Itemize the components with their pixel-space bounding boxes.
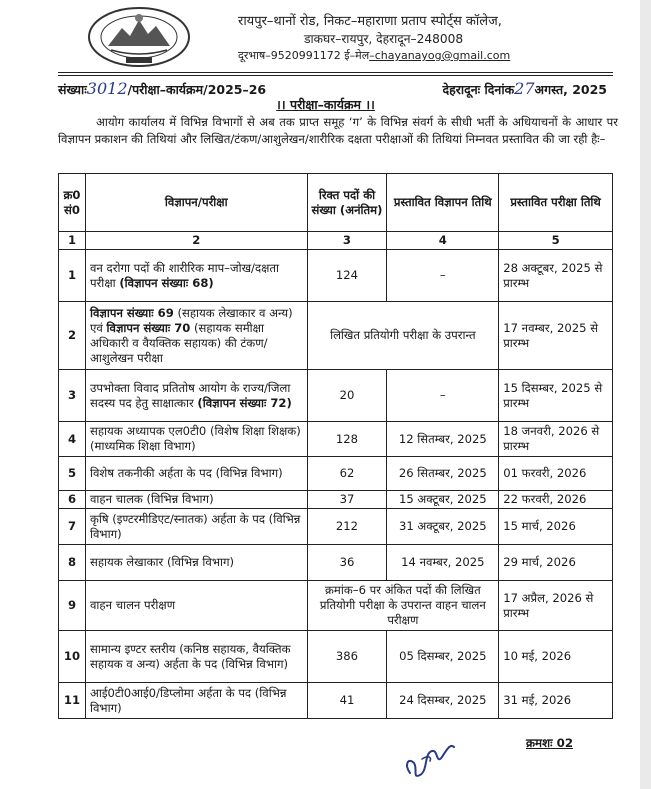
- exam-date: 31 मई, 2026: [499, 683, 613, 719]
- vacancy-count: 124: [307, 250, 387, 302]
- adv-date: –: [387, 370, 499, 422]
- reference-suffix: /परीक्षा–कार्यक्रम/2025–26: [127, 82, 267, 97]
- vacancy-count: 20: [307, 370, 387, 422]
- merged-note: क्रमांक–6 पर अंकित पदों की लिखित प्रतियोगी परीक्षा के उपरान्त वाहन चालन परीक्षण: [307, 581, 499, 631]
- intro-text: आयोग कार्यालय में विभिन्न विभागों से अब तक प्राप्त समूह ‘ग’ के विभिन्न संवर्ग के सीधी भर्ती के अधियाचनों के आधार पर विज्ञापन प्रकाशन की तिथियां और लिखित/टंकण/आशुलेखन/शारीरिक दक्षता परीक्षाओं की तिथियां निम्नवत प्रस्तावित की जा रही हैः–: [58, 115, 618, 146]
- table-row: [59, 422, 613, 457]
- advertisement-cell: सहायक अध्यापक एल0टी0 (विशेष शिक्षा शिक्षक) (माध्यमिक शिक्षा विभाग): [85, 422, 307, 457]
- vacancy-count: 128: [307, 422, 387, 457]
- col-number: 5: [499, 232, 613, 250]
- adv-date: 26 सितम्बर, 2025: [387, 457, 499, 491]
- adv-date: 14 नवम्बर, 2025: [387, 545, 499, 581]
- serial-number: 10: [59, 631, 86, 683]
- date-suffix: अगस्त, 2025: [534, 82, 607, 97]
- advertisement-cell: [85, 370, 307, 422]
- col-number: 1: [59, 232, 86, 250]
- header-exam-date: प्रस्तावित परीक्षा तिथि: [499, 174, 613, 232]
- column-number-row: [59, 232, 613, 250]
- serial-number: 8: [59, 545, 86, 581]
- adv-date: 15 अक्टूबर, 2025: [387, 491, 499, 509]
- advertisement-cell: वाहन चालक (विभिन्न विभाग): [85, 491, 307, 509]
- exam-date: 18 जनवरी, 2026 से प्रारम्भ: [499, 422, 613, 457]
- date-prefix: देहरादूनः दिनांक: [442, 82, 515, 97]
- reference-prefix: संख्याः: [58, 82, 87, 97]
- address-line-2: डाकघर–रायपुर, देहरादून–248008: [304, 32, 464, 46]
- exam-date: 22 फरवरी, 2026: [499, 491, 613, 509]
- advertisement-cell: कृषि (इण्टरमीडिएट/स्नातक) अर्हता के पद (विभिन्न विभाग): [85, 509, 307, 545]
- table-row: [59, 370, 613, 422]
- header-advertisement: विज्ञापन/परीक्षा: [85, 174, 307, 232]
- header-serial: क्र0 सं0: [59, 174, 86, 232]
- advertisement-cell: [85, 302, 307, 370]
- email-label: ई–मेल: [344, 49, 370, 62]
- exam-schedule-table: [58, 173, 613, 719]
- advertisement-cell: विशेष तकनीकी अर्हता के पद (विभिन्न विभाग): [85, 457, 307, 491]
- exam-date: 17 अप्रैल, 2026 से प्रारम्भ: [499, 581, 613, 631]
- exam-date: 17 नवम्बर, 2025 से प्रारम्भ: [499, 302, 613, 370]
- serial-number: 3: [59, 370, 86, 422]
- adv-date: –: [387, 250, 499, 302]
- contact-line: [238, 48, 510, 63]
- advertisement-text: वन दरोगा पदों की शारीरिक माप–जोख/दक्षता परीक्षा: [89, 260, 280, 290]
- advertisement-text: (सहायक लेखाकार व अन्य) एवं: [89, 305, 293, 335]
- header-divider: [58, 72, 613, 73]
- vacancy-count: 62: [307, 457, 387, 491]
- address-line-1: रायपुर–थानों रोड, निकट–महाराणा प्रताप स्पोर्ट्स कॉलेज,: [238, 14, 502, 29]
- header-adv-date: प्रस्तावित विज्ञापन तिथि: [387, 174, 499, 232]
- date-handwritten-day: 27: [514, 79, 535, 98]
- table-row: [59, 683, 613, 719]
- adv-date: 31 अक्टूबर, 2025: [387, 509, 499, 545]
- table-row: [59, 302, 613, 370]
- exam-date: 10 मई, 2026: [499, 631, 613, 683]
- continued-marker: क्रमशः 02: [526, 736, 574, 750]
- exam-date: 15 मार्च, 2026: [499, 509, 613, 545]
- subject-text: ।। परीक्षा–कार्यक्रम ।।: [276, 97, 375, 112]
- exam-date: 01 फरवरी, 2026: [499, 457, 613, 491]
- serial-number: 7: [59, 509, 86, 545]
- serial-number: 2: [59, 302, 86, 370]
- advertisement-text: (सहायक समीक्षा अधिकारी व वैयक्तिक सहायक) की टंकण/आशुलेखन परीक्षा: [89, 320, 268, 365]
- serial-number: 1: [59, 250, 86, 302]
- col-number: 3: [307, 232, 387, 250]
- advertisement-cell: सहायक लेखाकार (विभिन्न विभाग): [85, 545, 307, 581]
- table-row: [59, 491, 613, 509]
- commission-emblem-logo: [86, 6, 192, 68]
- serial-number: 9: [59, 581, 86, 631]
- advertisement-cell: आई0टी0आई0/डिप्लोमा अर्हता के पद (विभिन्न विभाग): [85, 683, 307, 719]
- reference-handwritten-number: 3012: [86, 79, 128, 98]
- table-row: [59, 457, 613, 491]
- advertisement-number: विज्ञापन संख्याः 70: [106, 320, 191, 335]
- advertisement-number: (विज्ञापन संख्याः 72): [197, 395, 292, 410]
- table-row: [59, 581, 613, 631]
- email-address: –chayanayog@gmail.com: [369, 49, 511, 62]
- subject-heading: [0, 96, 651, 113]
- page-edge: [640, 0, 651, 789]
- header-vacancies: रिक्त पदों की संख्या (अनंतिम): [307, 174, 387, 232]
- advertisement-number: (विज्ञापन संख्याः 68): [119, 275, 214, 290]
- merged-note: लिखित प्रतियोगी परीक्षा के उपरान्त: [307, 302, 499, 370]
- handwritten-signature: [402, 735, 462, 783]
- vacancy-count: 212: [307, 509, 387, 545]
- serial-number: 11: [59, 683, 86, 719]
- adv-date: 24 दिसम्बर, 2025: [387, 683, 499, 719]
- vacancy-count: 36: [307, 545, 387, 581]
- serial-number: 6: [59, 491, 86, 509]
- phone-number: दूरभाष–9520991172: [238, 49, 341, 62]
- col-number: 2: [85, 232, 307, 250]
- vacancy-count: 41: [307, 683, 387, 719]
- serial-number: 5: [59, 457, 86, 491]
- table-row: [59, 509, 613, 545]
- adv-date: 05 दिसम्बर, 2025: [387, 631, 499, 683]
- exam-date: 15 दिसम्बर, 2025 से प्रारम्भ: [499, 370, 613, 422]
- adv-date: 12 सितम्बर, 2025: [387, 422, 499, 457]
- col-number: 4: [387, 232, 499, 250]
- header-divider-thin: [58, 75, 613, 76]
- intro-paragraph: [58, 114, 618, 148]
- advertisement-cell: [85, 250, 307, 302]
- vacancy-count: 386: [307, 631, 387, 683]
- vacancy-count: 37: [307, 491, 387, 509]
- table-row: [59, 250, 613, 302]
- advertisement-cell: वाहन चालन परीक्षण: [85, 581, 307, 631]
- table-row: [59, 631, 613, 683]
- advertisement-number: विज्ञापन संख्याः 69: [89, 305, 174, 320]
- serial-number: 4: [59, 422, 86, 457]
- table-row: [59, 545, 613, 581]
- advertisement-cell: सामान्य इण्टर स्तरीय (कनिष्ठ सहायक, वैयक्तिक सहायक व अन्य) अर्हता के पद (विभिन्न विभाग): [85, 631, 307, 683]
- advertisement-text: उपभोक्ता विवाद प्रतितोष आयोग के राज्य/जिला सदस्य पद हेतु साक्षात्कार: [89, 380, 291, 410]
- exam-date: 29 मार्च, 2026: [499, 545, 613, 581]
- exam-date: 28 अक्टूबर, 2025 से प्रारम्भ: [499, 250, 613, 302]
- table-header-row: [59, 174, 613, 232]
